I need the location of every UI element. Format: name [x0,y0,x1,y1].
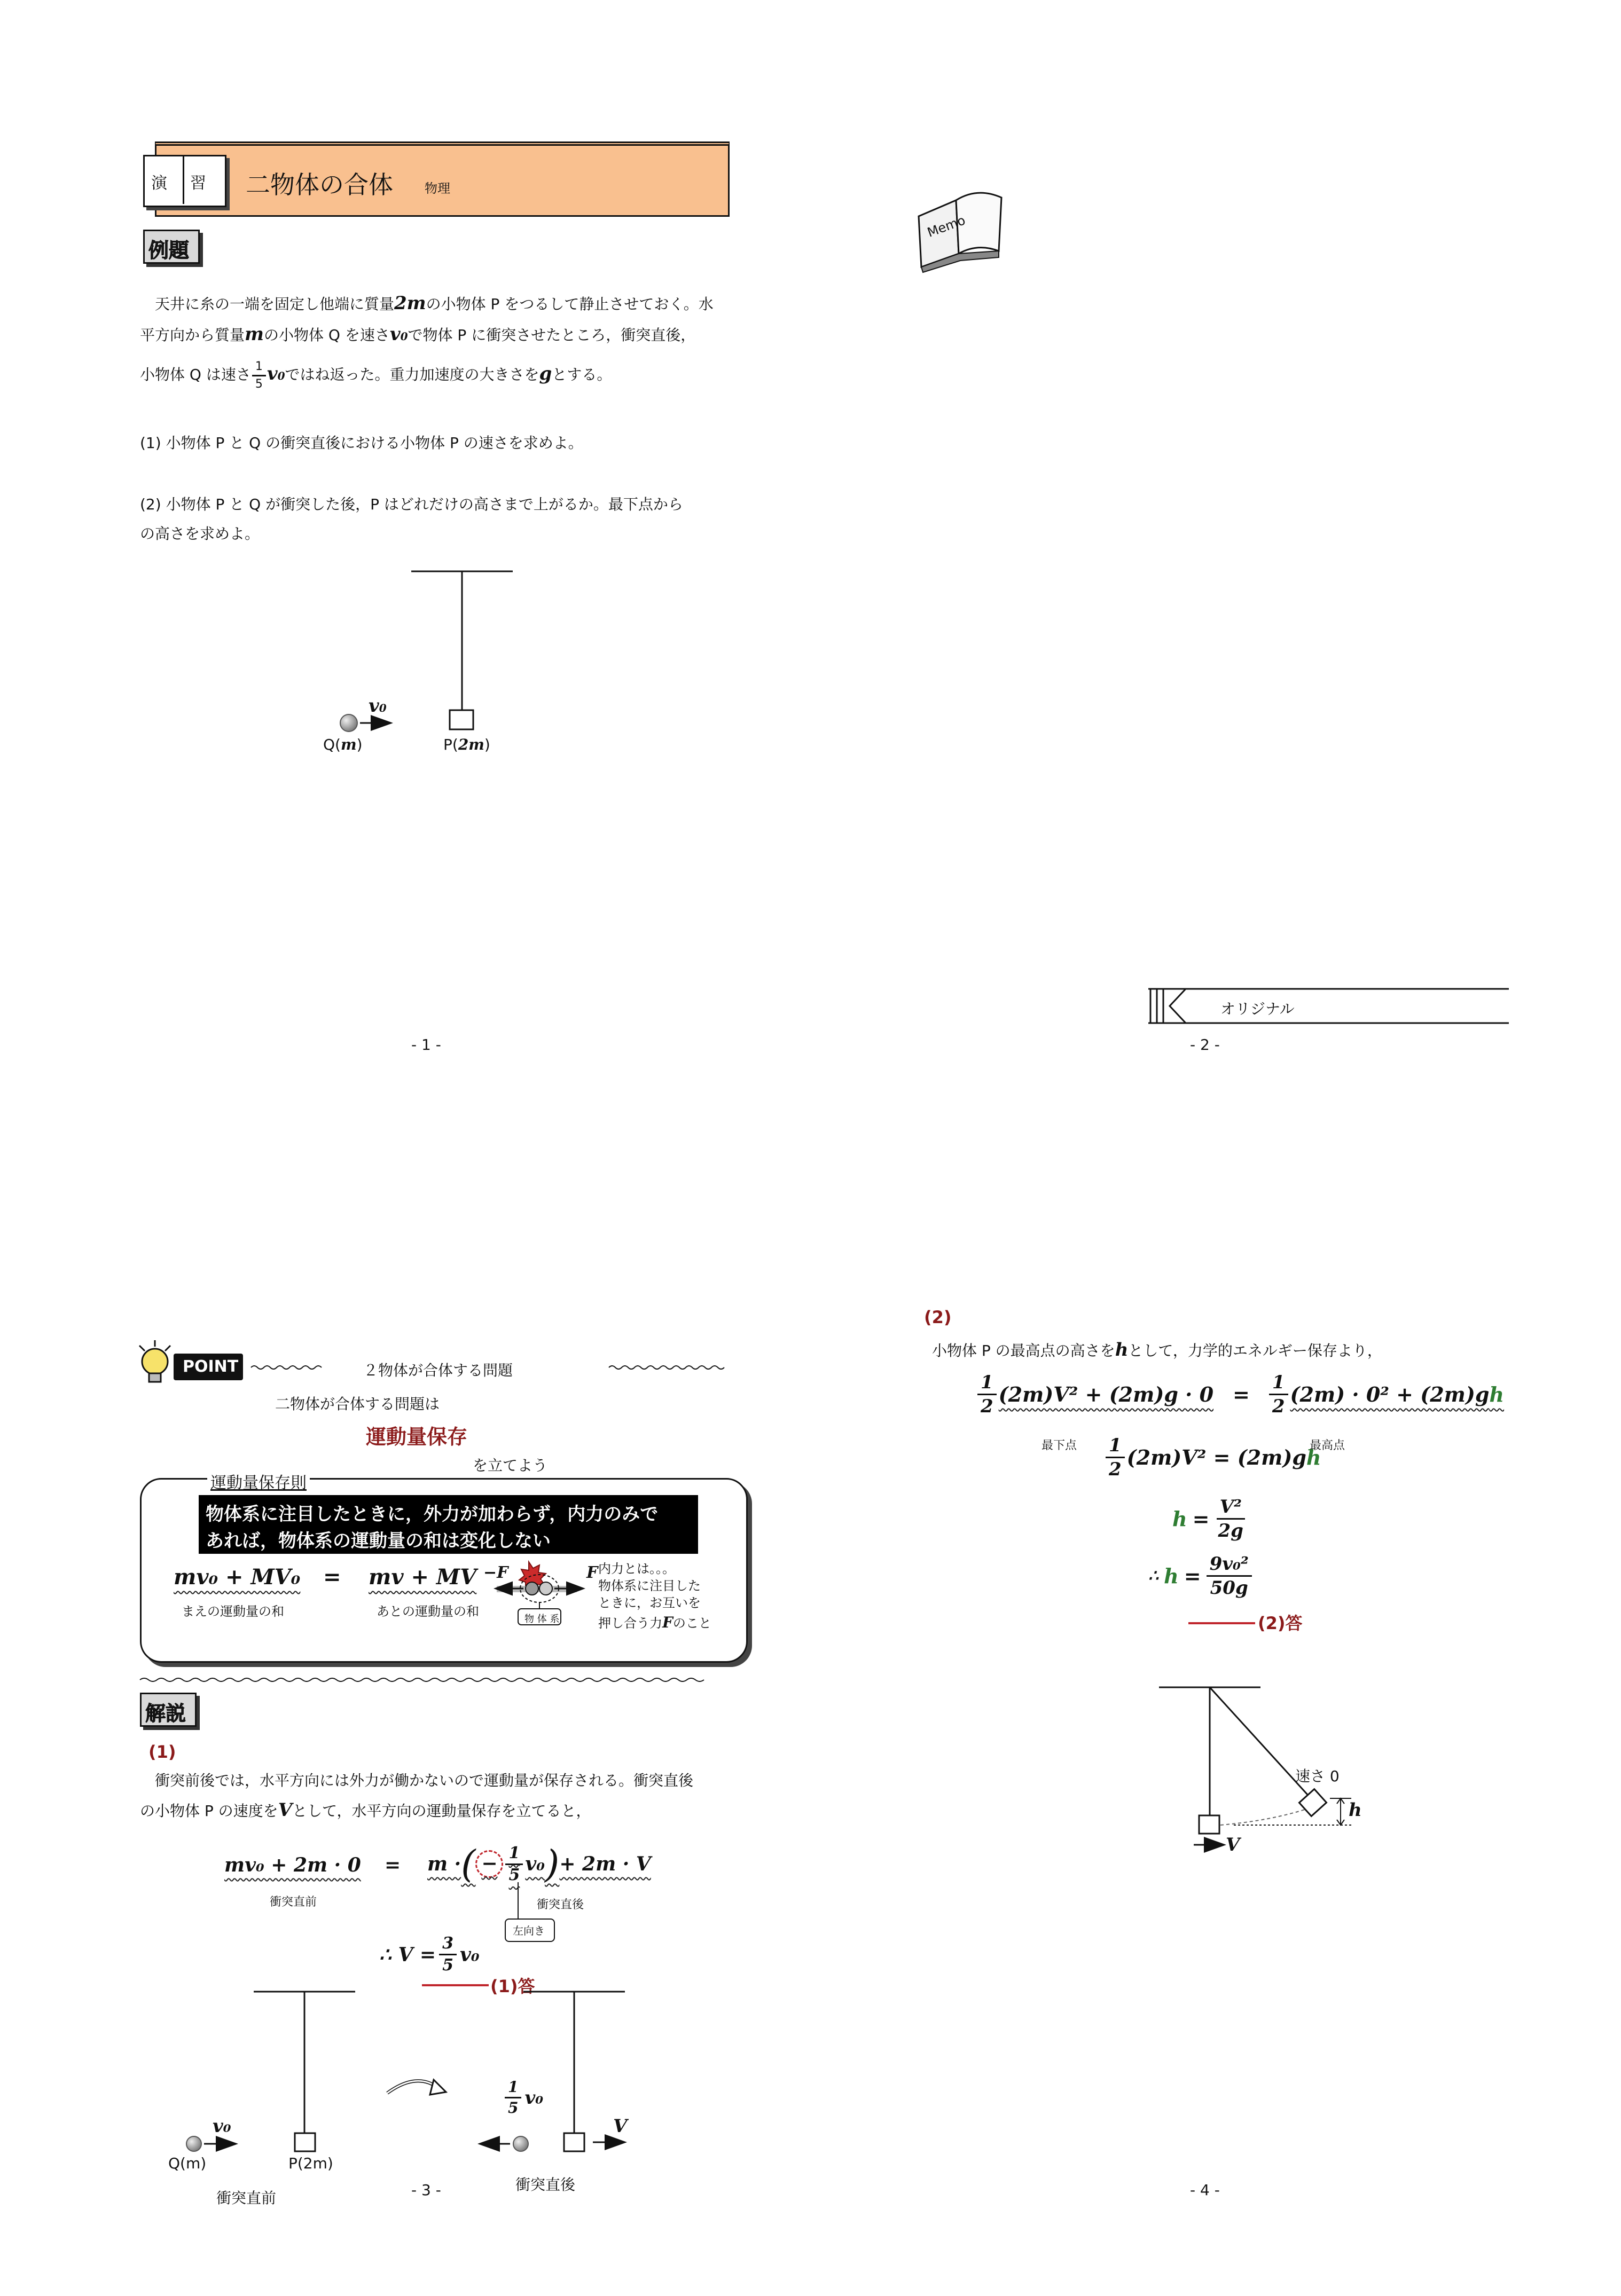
problem-line-1: 天井に糸の一端を固定し他端に質量2mの小物体 P をつるして静止させておく。水 [155,293,714,314]
eq2-lhs-note: 最下点 [1041,1439,1077,1452]
fig4-speed0-label: 速さ 0 [1295,1767,1340,1785]
collision-figure [160,1986,641,2200]
part-2-label: (2) [924,1307,952,1327]
law-lhs: mv₀ + MV₀ [174,1564,301,1590]
eq1-eq: = [385,1854,401,1876]
fig1-v0-label: v0 [369,695,387,717]
title-tag-1: 演 [151,174,167,193]
fig4-h-label: h [1349,1799,1362,1821]
original-label: オリジナル [1220,1000,1295,1018]
fig1-q-label: Q(m) [323,736,363,753]
answer-2-label: (2)答 [1258,1613,1303,1633]
problem-line-2: 平方向から質量mの小物体 Q を速さv0で物体 P に衝突させたところ，衝突直後， [140,324,696,345]
eq4: h = $\frac{\text{V²}}{2g}$ [1172,1498,1247,1540]
page-number-2: - 2 - [1190,1036,1220,1053]
page-number-3: - 3 - [411,2181,441,2199]
problem-line-3: 小物体 Q は速さ $\frac{1}{5}$ v0ではね返った。重力加速度の大きさをgとする。 [140,359,612,391]
eq3: $\frac{1}{2}$ (2m)V² = (2m)g h [1106,1436,1321,1479]
fig4-V-label: V [1226,1834,1240,1855]
part-1-label: (1) [148,1742,176,1762]
example-label: 例題 [148,239,190,262]
title-tag-2: 習 [190,174,206,193]
eq2: $\frac{1}{2}$ (2m)V² + (2m)g · 0 = $\frac{1}{2}$ (2m) · 0² + (2m)gh [977,1373,1504,1416]
eq2-rhs-note: 最高点 [1310,1439,1345,1452]
question-1: (1) 小物体 P と Q の衝突直後における小物体 P の速さを求めよ。 [140,434,583,452]
law-rhs: mv + MV [369,1564,477,1590]
law-rhs-note: あとの運動量の和 [377,1604,479,1619]
left-direction-label: 左向き [513,1924,545,1937]
law-inner-2: 物体系に注目した [598,1578,701,1593]
point-intro: 二物体が合体する問題は [275,1395,440,1413]
answer-1: ∴ V = $\frac{3}{5}$ v₀ [379,1934,480,1975]
original-badge [1148,988,1512,1025]
page-title: 二物体の合体 [246,170,393,199]
fig3-p-label: P(2m) [288,2155,333,2172]
point-wavy-left [251,1364,326,1371]
question-2-line-1: (2) 小物体 P と Q が衝突した後，P はどれだけの高さまで上がるか。最下点から [140,496,683,513]
eq1-lhs: mv₀ + 2m · 0 [224,1854,361,1876]
solution-line-1: 衝突前後では，水平方向には外力が働かないので運動量が保存される。衝突直後 [155,1772,694,1789]
answer-2-underline [1188,1622,1255,1624]
fig3-after-label: 衝突直後 [515,2176,576,2193]
page-number-1: - 1 - [411,1036,441,1053]
fig3-v0-label: v₀ [213,2116,231,2137]
solution-label: 解説 [145,1702,186,1725]
law-line-2: あれば，物体系の運動量の和は変化しない [206,1530,551,1552]
law-inner-1: 内力とは。。。 [598,1561,675,1576]
memo-label: Memo [925,213,968,240]
point-key: 運動量保存 [366,1425,468,1449]
eq1-rhs: m · ( − $\frac{1}{5}$ v₀ ) + 2m · V [427,1842,651,1886]
law-lhs-note: まえの運動量の和 [182,1604,284,1619]
fig3-before-label: 衝突直前 [216,2189,277,2207]
subject-label: 物理 [425,181,450,196]
fig3-q-label: Q(m) [168,2155,207,2172]
fig3-after-speed: $\frac{1}{5}$ v₀ [505,2080,543,2116]
answer-1-label: (1)答 [490,1976,535,1996]
law-title: 運動量保存則 [207,1469,310,1493]
law-inner-4: 押し合う力Fのこと [598,1614,711,1631]
law-f-right: F [586,1563,598,1582]
left-direction-callout-line [513,1882,523,1920]
point-wavy-right [609,1364,726,1371]
page-number-4: - 4 - [1190,2181,1220,2199]
point-tail: を立てよう [473,1457,548,1474]
law-system-label: 物 体 系 [524,1614,560,1625]
answer-2: ∴ h = $\frac{\text{9v₀²}}{50g}$ [1148,1555,1252,1597]
fig3-V-label: V [613,2116,628,2137]
point-label: POINT [183,1357,239,1376]
pendulum-figure-1 [320,566,566,758]
solution-2-line: 小物体 P の最高点の高さをhとして，力学的エネルギー保存より， [932,1339,1382,1361]
law-line-1: 物体系に注目したときに，外力が加わらず，内力のみで [206,1504,659,1525]
law-eq: = [323,1564,341,1590]
point-topic: ２物体が合体する問題 [363,1362,513,1379]
law-f-left: −F [483,1563,508,1582]
law-inner-3: ときに，お互いを [598,1595,701,1610]
lightbulb-icon [136,1340,174,1388]
pendulum-figure-2 [1154,1682,1378,1858]
eq1-minus-circled: − [475,1850,503,1878]
fig1-p-label: P(2m) [443,736,490,753]
solution-line-2: の小物体 P の速度をVとして，水平方向の運動量保存を立てると， [140,1799,591,1821]
question-2-line-2: の高さを求めよ。 [140,525,260,542]
section-divider-wavy [140,1677,711,1683]
eq1-lhs-note: 衝突直前 [270,1896,317,1909]
eq1-rhs-note: 衝突直後 [537,1898,584,1912]
